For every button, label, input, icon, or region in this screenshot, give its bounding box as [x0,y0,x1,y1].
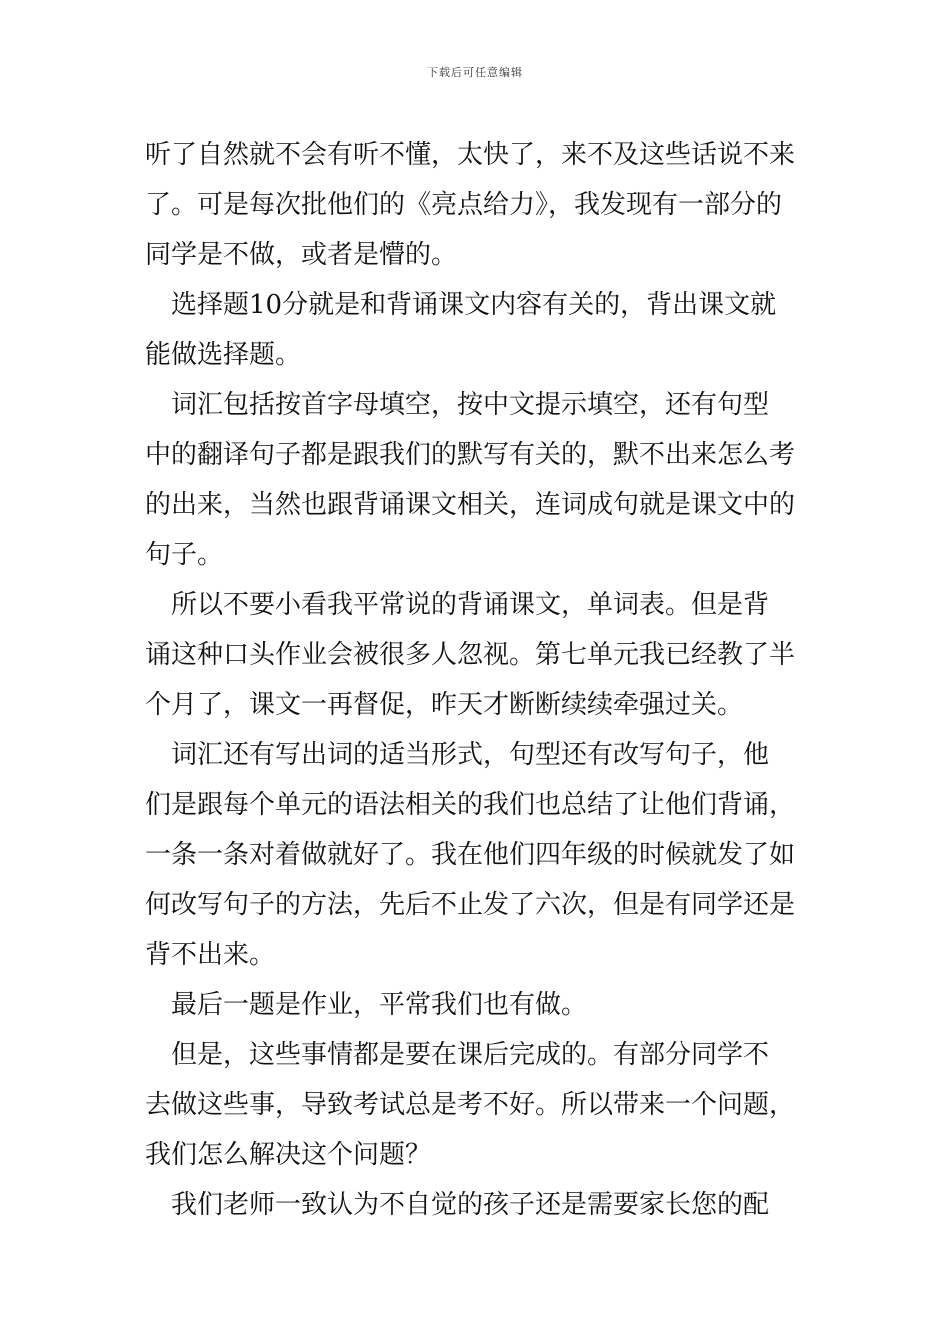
text-line: 一条一条对着做就好了。我在他们四年级的时候就发了如 [145,840,796,870]
text-line: 句子。 [145,540,224,570]
text-line: 所以不要小看我平常说的背诵课文，单词表。但是背 [145,590,770,620]
text-line: 的出来，当然也跟背诵课文相关，连词成句就是课文中的 [145,490,796,520]
text-line: 们是跟每个单元的语法相关的我们也总结了让他们背诵， [145,790,796,820]
text-line: 同学是不做，或者是懵的。 [145,240,458,270]
text-line: 我们怎么解决这个问题？ [145,1140,432,1170]
paragraph-8 [145,1180,810,1230]
text-line: 我们老师一致认为不自觉的孩子还是需要家长您的配 [145,1190,770,1220]
text-line: 词汇包括按首字母填空，按中文提示填空，还有句型 [145,390,770,420]
paragraph-6 [145,980,810,1030]
paragraph-5 [145,730,810,980]
document-body [145,130,810,1230]
paragraph-7 [145,1030,810,1180]
text-line: 选择题10分就是和背诵课文内容有关的，背出课文就 [145,290,777,320]
text-line: 何改写句子的方法，先后不止发了六次，但是有同学还是 [145,890,796,920]
text-line: 最后一题是作业，平常我们也有做。 [145,990,588,1020]
text-line: 但是，这些事情都是要在课后完成的。有部分同学不 [145,1040,770,1070]
text-line: 词汇还有写出词的适当形式，句型还有改写句子，他 [145,740,770,770]
paragraph-3 [145,380,810,580]
paragraph-2 [145,280,810,380]
text-line: 能做选择题。 [145,340,302,370]
paragraph-1 [145,130,810,280]
text-line: 背不出来。 [145,940,276,970]
text-line: 听了自然就不会有听不懂，太快了，来不及这些话说不来 [145,140,796,170]
text-line: 诵这种口头作业会被很多人忽视。第七单元我已经教了半 [145,640,796,670]
text-line: 中的翻译句子都是跟我们的默写有关的，默不出来怎么考 [145,440,796,470]
text-line: 去做这些事，导致考试总是考不好。所以带来一个问题， [145,1090,796,1120]
paragraph-4 [145,580,810,730]
text-line: 了。可是每次批他们的《亮点给力》，我发现有一部分的 [145,190,783,220]
page-header: 下载后可任意编辑 [427,66,523,79]
text-line: 个月了，课文一再督促，昨天才断断续续牵强过关。 [145,690,744,720]
